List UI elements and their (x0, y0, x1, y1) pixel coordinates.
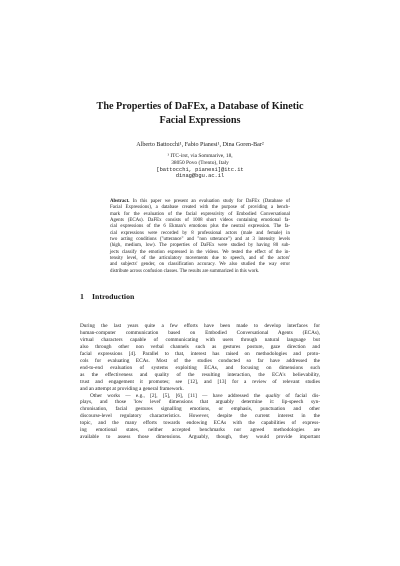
abstract-line: Facial Expressions), a database created with the purpose of providing a bench- (110, 205, 290, 211)
body-line: cols for evaluating ECAs. Most of the studies conducted so far have addressed the (80, 357, 320, 364)
body-text (80, 323, 320, 441)
body-line: virtual characters capable of communicating with users through natural language but (80, 336, 320, 343)
body-line: facial expressions [4]. Parallel to that, interest has raised on methodologies and proto- (80, 350, 320, 357)
section-title: Introduction (92, 292, 135, 301)
abstract-line: tensity level, of the articulatory movements due to speech, and of the actors' (110, 256, 290, 262)
affiliation-line: 38050 Povo (Trento), Italy (171, 159, 229, 166)
body-line: topic, and the many efforts towards endowing ECAs with the capabilities of express- (80, 420, 320, 427)
body-line: human-computer communication based on Embodied Conversational Agents (ECAs), (80, 329, 320, 336)
body-line: available to assess those dimensions. Arguably, though, they would provide important (80, 434, 320, 441)
paper-title (60, 100, 340, 128)
body-line: as the effectiveness and quality of the resulting interaction, the ECA's believability, (80, 371, 320, 378)
abstract-line: and subjects' gender, on classification accuracy. We also studied the way error (110, 262, 290, 268)
section-heading (80, 292, 320, 302)
affiliation-line: ¹ ITC-irst, via Sommarive, 18, (167, 153, 233, 159)
body-line: plays, and those 'low level' dimensions that arguably determine it: lip-speech syn- (80, 399, 320, 406)
title-line: Facial Expressions (159, 115, 241, 126)
abstract-line: mark for the evaluation of the facial expressivity of Embodied Conversational (110, 211, 290, 217)
body-line: end-to-end evaluation of systems exploiting ECAs, and focusing on dimensions such (80, 364, 320, 371)
paragraph (80, 393, 320, 442)
abstract-line: jects classify the emotion expressed in the videos. We tested the effect of the in- (110, 249, 290, 255)
abstract-line: In this paper we present an evaluation study for DaFEx (Database of (132, 199, 290, 204)
body-line: ing emotional states, neither accepted benchmarks nor agreed methodologies are (80, 427, 320, 434)
body-line: also through other non verbal channels such as gestures posture, gaze direction and (80, 343, 320, 350)
email-line: [battocchi, pianesi]@itc.it (156, 166, 244, 173)
paragraph (80, 323, 320, 393)
section-number: 1 (80, 292, 84, 301)
body-line: trust and engagement it promotes; see [12], and [13] for a review of relevant studies (80, 378, 320, 385)
abstract-line: two acting conditions ("utterance" and "non utterance") and at 3 intensity levels (110, 237, 290, 243)
body-line: During the last years quite a few efforts have been made to develop interfaces for (80, 323, 320, 329)
abstract-line: distribute across confusion classes. The results are summarized in this work. (110, 268, 260, 274)
title-line: The Properties of DaFEx, a Database of Kinetic (96, 101, 304, 112)
body-line: discourse-level regulatory characteristics. However, despite the current interest in the (80, 413, 320, 420)
abstract-line: cial expressions of the 6 Ekman's emotions plus the neutral expression. The fa- (110, 224, 290, 230)
author-list: Alberto Battocchi¹, Fabio Pianesi¹, Dina Goren-Bar² (136, 142, 264, 148)
body-line: Other works — e.g., [2], [5], [6], [11] — have addressed the quality of facial dis- (90, 392, 320, 399)
abstract-label: Abstract. (110, 199, 130, 204)
abstract-line: cial expressions were recorded by 8 professional actors (male and female) in (110, 230, 290, 236)
body-line: and an attempt at providing a general framework. (80, 385, 184, 392)
abstract-line: (high, medium, low). The properties of DaFEx were studied by having 80 sub- (110, 243, 290, 249)
emphasis-word: quality (265, 392, 281, 399)
email-line: dinag@bgu.ac.il (175, 173, 225, 180)
abstract-line: Agents (ECAs). DaFEx consists of 1008 short videos containing emotional fa- (110, 218, 290, 224)
affiliation-block (60, 153, 340, 180)
body-line: chronisation, facial gestures signalling emotions, or emphasis, punctuation and other (80, 406, 320, 413)
abstract (110, 199, 290, 275)
